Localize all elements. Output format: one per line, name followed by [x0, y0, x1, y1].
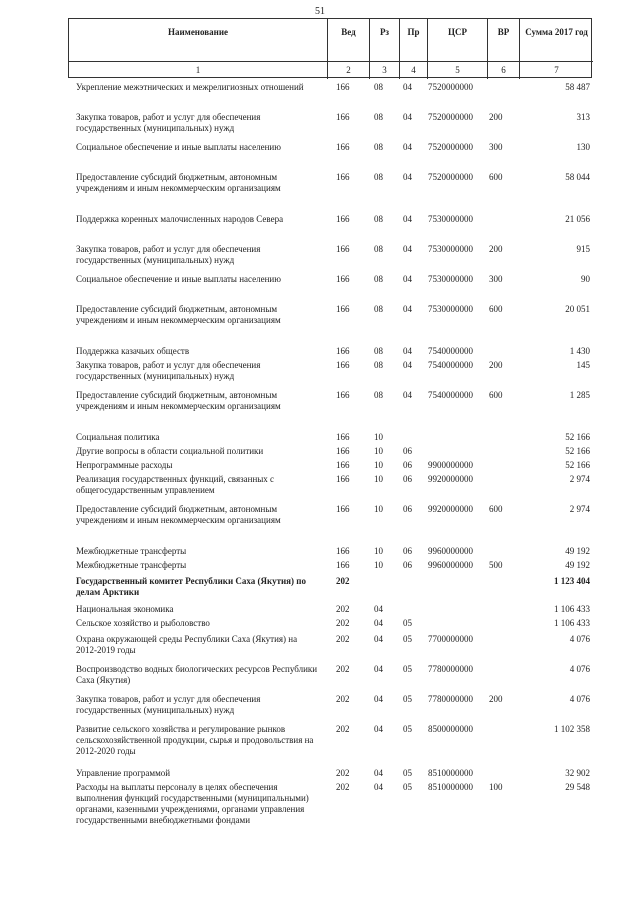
col-name [69, 19, 327, 79]
cell-ved: 166 [336, 346, 350, 356]
cell-pr: 04 [403, 346, 412, 356]
cell-name: Укрепление межэтнических и межрелигиозных отношений [76, 82, 304, 92]
cell-sum: 4 076 [569, 634, 590, 644]
cell-ved: 202 [336, 576, 350, 586]
cell-ved: 202 [336, 782, 350, 792]
col-num: 1 [195, 65, 201, 75]
cell-rz: 04 [374, 724, 383, 734]
cell-csr: 7540000000 [428, 390, 473, 400]
col-num: 5 [455, 65, 460, 75]
col-vr [487, 19, 519, 79]
cell-ved: 166 [336, 244, 350, 254]
cell-rz: 08 [374, 346, 383, 356]
cell-ved: 166 [336, 360, 350, 370]
cell-ved: 166 [336, 390, 350, 400]
cell-csr: 7530000000 [428, 274, 473, 284]
cell-sum: 130 [576, 142, 590, 152]
cell-rz: 04 [374, 782, 383, 792]
cell-rz: 08 [374, 274, 383, 284]
cell-pr: 05 [403, 618, 412, 628]
cell-sum: 1 106 433 [554, 618, 590, 628]
cell-rz: 04 [374, 604, 383, 614]
cell-pr: 06 [403, 474, 412, 484]
cell-csr: 7520000000 [428, 112, 473, 122]
cell-rz: 08 [374, 172, 383, 182]
cell-name: Развитие сельского хозяйства и регулирование рынков сельскохозяйственной продукции, сырья и продовольствия на 2012-2020 годы [76, 724, 314, 756]
cell-csr: 7520000000 [428, 142, 473, 152]
cell-sum: 49 192 [565, 560, 590, 570]
cell-rz: 08 [374, 112, 383, 122]
cell-name: Воспроизводство водных биологических ресурсов Республики Саха (Якутия) [76, 664, 318, 685]
cell-ved: 202 [336, 604, 350, 614]
cell-csr: 7520000000 [428, 82, 473, 92]
cell-sum: 52 166 [565, 460, 590, 470]
cell-csr: 7530000000 [428, 214, 473, 224]
cell-rz: 08 [374, 360, 383, 370]
cell-name: Другие вопросы в области социальной политики [76, 446, 264, 456]
cell-ved: 166 [336, 546, 350, 556]
cell-rz: 10 [374, 504, 383, 514]
cell-name: Закупка товаров, работ и услуг для обеспечения государственных (муниципальных) нужд [76, 360, 261, 381]
cell-rz: 04 [374, 694, 383, 704]
cell-sum: 313 [576, 112, 590, 122]
cell-sum: 4 076 [569, 694, 590, 704]
cell-rz: 08 [374, 82, 383, 92]
cell-rz: 04 [374, 664, 383, 674]
cell-name: Предоставление субсидий бюджетным, автономным учреждениям и иным некоммерческим организациям [76, 390, 281, 411]
cell-ved: 166 [336, 432, 350, 442]
cell-sum: 1 102 358 [554, 724, 590, 734]
col-num: 7 [554, 65, 559, 75]
page-number: 51 [315, 6, 325, 17]
col-csr-label: ЦСР [448, 27, 467, 37]
cell-name: Национальная экономика [76, 604, 174, 614]
cell-sum: 52 166 [565, 432, 590, 442]
cell-csr: 7530000000 [428, 304, 473, 314]
cell-ved: 166 [336, 112, 350, 122]
cell-rz: 04 [374, 618, 383, 628]
cell-sum: 90 [581, 274, 590, 284]
cell-rz: 08 [374, 214, 383, 224]
table-header [68, 18, 592, 78]
cell-sum: 29 548 [565, 782, 590, 792]
cell-ved: 202 [336, 634, 350, 644]
cell-sum: 915 [576, 244, 590, 254]
cell-rz: 10 [374, 474, 383, 484]
cell-ved: 202 [336, 664, 350, 674]
cell-rz: 08 [374, 390, 383, 400]
cell-rz: 10 [374, 446, 383, 456]
cell-ved: 166 [336, 460, 350, 470]
col-rz-label: Рз [379, 27, 390, 37]
cell-ved: 166 [336, 274, 350, 284]
cell-name: Расходы на выплаты персоналу в целях обеспечения выполнения функций государственными (муниципальными) органами, казенными учреждениями, органами управления государственными внебюджетными фондами [76, 782, 309, 825]
cell-csr: 7700000000 [428, 634, 473, 644]
cell-name: Закупка товаров, работ и услуг для обеспечения государственных (муниципальных) нужд [76, 244, 261, 265]
cell-csr: 8500000000 [428, 724, 473, 734]
cell-vr: 100 [489, 782, 503, 792]
cell-pr: 04 [403, 172, 412, 182]
col-csr [427, 19, 487, 79]
cell-pr: 04 [403, 142, 412, 152]
cell-csr: 9920000000 [428, 474, 473, 484]
cell-rz: 10 [374, 560, 383, 570]
cell-rz: 08 [374, 142, 383, 152]
col-name-label: Наименование [168, 27, 228, 37]
cell-vr: 600 [489, 304, 503, 314]
cell-csr: 9900000000 [428, 460, 473, 470]
cell-ved: 202 [336, 694, 350, 704]
col-sum [519, 19, 593, 79]
cell-vr: 300 [489, 142, 503, 152]
cell-name: Сельское хозяйство и рыболовство [76, 618, 210, 628]
cell-rz: 04 [374, 768, 383, 778]
cell-ved: 166 [336, 304, 350, 314]
cell-pr: 04 [403, 360, 412, 370]
cell-name: Предоставление субсидий бюджетным, автономным учреждениям и иным некоммерческим организациям [76, 172, 281, 193]
cell-sum: 1 123 404 [554, 576, 590, 586]
cell-csr: 9920000000 [428, 504, 473, 514]
cell-name: Предоставление субсидий бюджетным, автономным учреждениям и иным некоммерческим организациям [76, 504, 281, 525]
cell-sum: 1 430 [569, 346, 590, 356]
cell-pr: 06 [403, 546, 412, 556]
cell-sum: 1 106 433 [554, 604, 590, 614]
cell-ved: 166 [336, 474, 350, 484]
cell-name: Предоставление субсидий бюджетным, автономным учреждениям и иным некоммерческим организациям [76, 304, 281, 325]
cell-csr: 7540000000 [428, 360, 473, 370]
cell-name: Поддержка коренных малочисленных народов Севера [76, 214, 284, 224]
cell-rz: 10 [374, 460, 383, 470]
cell-sum: 20 051 [565, 304, 590, 314]
col-vr-label: ВР [497, 27, 510, 37]
cell-ved: 166 [336, 142, 350, 152]
cell-pr: 04 [403, 214, 412, 224]
cell-ved: 202 [336, 618, 350, 628]
cell-ved: 202 [336, 724, 350, 734]
cell-name: Закупка товаров, работ и услуг для обеспечения государственных (муниципальных) нужд [76, 112, 261, 133]
cell-sum: 32 902 [565, 768, 590, 778]
cell-vr: 200 [489, 112, 503, 122]
cell-name: Поддержка казачьих обществ [76, 346, 190, 356]
cell-pr: 04 [403, 244, 412, 254]
cell-vr: 200 [489, 694, 503, 704]
cell-sum: 1 285 [569, 390, 590, 400]
cell-ved: 166 [336, 446, 350, 456]
col-ved [327, 19, 369, 79]
cell-sum: 2 974 [569, 474, 590, 484]
cell-csr: 8510000000 [428, 768, 473, 778]
cell-pr: 04 [403, 112, 412, 122]
cell-ved: 166 [336, 82, 350, 92]
cell-pr: 05 [403, 694, 412, 704]
cell-vr: 300 [489, 274, 503, 284]
cell-pr: 06 [403, 560, 412, 570]
cell-rz: 04 [374, 634, 383, 644]
cell-vr: 200 [489, 360, 503, 370]
cell-sum: 49 192 [565, 546, 590, 556]
cell-sum: 2 974 [569, 504, 590, 514]
col-sum-label: Сумма 2017 год [525, 27, 588, 37]
cell-name: Охрана окружающей среды Республики Саха (Якутия) на 2012-2019 годы [76, 634, 298, 655]
cell-vr: 200 [489, 244, 503, 254]
col-num: 4 [411, 65, 416, 75]
cell-pr: 04 [403, 304, 412, 314]
cell-name: Закупка товаров, работ и услуг для обеспечения государственных (муниципальных) нужд [76, 694, 261, 715]
cell-sum: 4 076 [569, 664, 590, 674]
col-num: 2 [346, 65, 351, 75]
cell-pr: 05 [403, 782, 412, 792]
cell-sum: 145 [576, 360, 590, 370]
cell-rz: 10 [374, 432, 383, 442]
cell-name: Межбюджетные трансферты [76, 560, 187, 570]
cell-pr: 05 [403, 768, 412, 778]
cell-rz: 08 [374, 304, 383, 314]
cell-pr: 04 [403, 274, 412, 284]
cell-csr: 7780000000 [428, 664, 473, 674]
cell-vr: 600 [489, 390, 503, 400]
cell-name: Межбюджетные трансферты [76, 546, 187, 556]
cell-csr: 9960000000 [428, 546, 473, 556]
cell-csr: 7780000000 [428, 694, 473, 704]
col-num: 3 [382, 65, 387, 75]
col-rz [369, 19, 399, 79]
cell-vr: 500 [489, 560, 503, 570]
cell-name: Социальная политика [76, 432, 160, 442]
cell-name: Реализация государственных функций, связанных с общегосударственным управлением [76, 474, 275, 495]
cell-csr: 7540000000 [428, 346, 473, 356]
cell-csr: 8510000000 [428, 782, 473, 792]
cell-pr: 05 [403, 724, 412, 734]
cell-pr: 04 [403, 82, 412, 92]
cell-sum: 21 056 [565, 214, 590, 224]
cell-name: Непрограммные расходы [76, 460, 173, 470]
cell-ved: 166 [336, 214, 350, 224]
cell-sum: 58 044 [565, 172, 590, 182]
cell-name: Государственный комитет Республики Саха (Якутия) по делам Арктики [76, 576, 306, 597]
cell-pr: 05 [403, 634, 412, 644]
cell-vr: 600 [489, 504, 503, 514]
cell-pr: 05 [403, 664, 412, 674]
cell-csr: 7530000000 [428, 244, 473, 254]
cell-vr: 600 [489, 172, 503, 182]
cell-csr: 7520000000 [428, 172, 473, 182]
cell-name: Социальное обеспечение и иные выплаты населению [76, 142, 281, 152]
cell-name: Социальное обеспечение и иные выплаты населению [76, 274, 281, 284]
cell-rz: 10 [374, 546, 383, 556]
cell-name: Управление программой [76, 768, 171, 778]
cell-ved: 166 [336, 560, 350, 570]
cell-sum: 58 487 [565, 82, 590, 92]
col-pr-label: Пр [407, 27, 420, 37]
cell-pr: 04 [403, 390, 412, 400]
cell-ved: 202 [336, 768, 350, 778]
cell-rz: 08 [374, 244, 383, 254]
col-num: 6 [501, 65, 506, 75]
cell-csr: 9960000000 [428, 560, 473, 570]
col-pr [399, 19, 427, 79]
cell-pr: 06 [403, 504, 412, 514]
cell-pr: 06 [403, 446, 412, 456]
cell-pr: 06 [403, 460, 412, 470]
cell-ved: 166 [336, 504, 350, 514]
cell-sum: 52 166 [565, 446, 590, 456]
cell-ved: 166 [336, 172, 350, 182]
col-ved-label: Вед [341, 27, 356, 37]
